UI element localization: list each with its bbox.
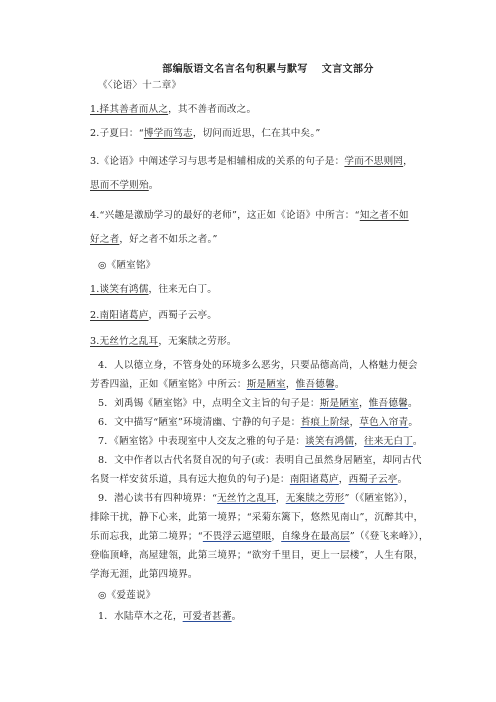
- lunyu-item-2: 2.子夏曰：“博学而笃志，切问而近思，仁在其中矣。”: [90, 128, 321, 139]
- loushiming-item-2: 2.南阳诸葛庐，西蜀子云亭。: [90, 310, 218, 321]
- blank-answer: 可爱者甚蕃: [182, 611, 232, 622]
- lunyu-item-1: 1.择其善者而从之，其不善者而改之。: [90, 104, 257, 115]
- blank-answer: 学而不思则罔: [344, 156, 404, 167]
- blank-answer: 斯是陋室: [319, 398, 359, 409]
- blank-answer: 苔痕上阶绿: [300, 417, 350, 428]
- lunyu-item-4-line2: 好之者，好之者不如乐之者。”: [90, 234, 218, 245]
- section-heading-lunyu: 《〈论语〉十二章》: [98, 80, 182, 91]
- loushiming-item-5: 5．刘禹锡《陋室铭》中，点明全文主旨的句子是：斯是陋室，惟吾德馨。: [98, 398, 418, 409]
- blank-answer: 惟吾德馨: [368, 398, 408, 409]
- document-title: [0, 60, 496, 75]
- blank-answer: 不畏浮云遮望眼: [202, 531, 272, 542]
- blank-answer: 知之者不如: [359, 210, 409, 221]
- loushiming-item-7: 7．《陋室铭》中表现室中人交友之雅的句子是：谈笑有鸿儒，往来无白丁。: [98, 436, 423, 447]
- loushiming-item-9-line1: 9．潜心读书有四种境界：“无丝竹之乱耳，无案牍之劳形”（《陋室铭》），: [98, 493, 414, 504]
- blank-answer: 自缘身在最高层: [281, 531, 350, 542]
- lunyu-item-4-line1: 4.“兴趣是激励学习的最好的老师”，这正如《论语》中所言：“知之者不如: [90, 210, 409, 221]
- blank-answer: 好之者: [90, 234, 120, 245]
- lunyu-item-3-line1: 3.《论语》中阐述学习与思考是相辅相成的关系的句子是：学而不思则罔，: [90, 156, 413, 167]
- loushiming-item-9-line3: 乐而忘我，此第二境界；“不畏浮云遮望眼，自缘身在最高层”（《登飞来峰》），: [90, 531, 429, 542]
- blank-answer: 谈笑有鸿儒: [305, 436, 355, 447]
- blank-answer: 1.谈笑有鸿儒: [90, 284, 149, 295]
- blank-answer: 博学而笃志: [143, 128, 193, 139]
- blank-answer: 3.无丝竹之乱耳: [90, 336, 159, 347]
- blank-answer: 2.南阳诸葛庐: [90, 310, 149, 321]
- lunyu-item-3-line2: 思而不学则殆。: [90, 180, 159, 191]
- loushiming-item-8-line2: 名贤一样安贫乐道，具有远大抱负的句子)是：南阳诸葛庐，西蜀子云亭。: [90, 474, 408, 485]
- loushiming-item-3: 3.无丝竹之乱耳，无案牍之劳形。: [90, 336, 237, 347]
- blank-answer: 1.择其善者而从之: [90, 104, 169, 115]
- blank-answer: 往来无白丁: [363, 436, 413, 447]
- blank-answer: 西蜀子云亭: [348, 474, 398, 485]
- blank-answer: 南阳诸葛庐: [289, 474, 339, 485]
- title-sub: 文言文部分: [321, 64, 374, 75]
- loushiming-item-6: 6．文中描写“陋室”环境清幽、宁静的句子是：苔痕上阶绿，草色入帘青。: [98, 417, 419, 428]
- loushiming-item-4-line1: 4．人以德立身，不管身处的环境多么恶劣，只要品德高尚，人格魅力便会: [98, 360, 418, 371]
- loushiming-item-9-line5: 学海无涯，此第四境界。: [90, 569, 198, 580]
- blank-answer: 思而不学则殆: [90, 180, 149, 191]
- blank-answer: 草色入帘青: [359, 417, 409, 428]
- loushiming-item-4-line2: 芳香四溢，正如《陋室铭》中所云：斯是陋室，惟吾德馨。: [90, 379, 345, 390]
- loushiming-item-9-line2: 排除干扰，静下心来，此第一境界；“采菊东篱下，悠然见南山”，沉醉其中，: [90, 512, 424, 523]
- section-heading-loushiming: ◎《陋室铭》: [98, 260, 156, 271]
- blank-answer: 无案牍之劳形: [285, 493, 345, 504]
- section-heading-ailianshuo: ◎《爱莲说》: [98, 590, 156, 601]
- loushiming-item-9-line4: 登临顶峰，高屋建瓴，此第三境界；“欲穷千里目，更上一层楼”，人生有限，: [90, 550, 424, 561]
- blank-answer: 斯是陋室: [246, 379, 286, 390]
- blank-answer: 无丝竹之乱耳: [217, 493, 276, 504]
- title-main: 部编版语文名言名句积累与默写: [162, 64, 308, 75]
- loushiming-item-8-line1: 8．文中作者以古代名贤自况的句子(或：表明自己虽然身居陋室，却同古代: [98, 455, 422, 466]
- loushiming-item-1: 1.谈笑有鸿儒，往来无白丁。: [90, 284, 218, 295]
- blank-answer: 惟吾德馨: [295, 379, 335, 390]
- ailianshuo-item-1: 1．水陆草木之花，可爱者甚蕃。: [98, 611, 242, 622]
